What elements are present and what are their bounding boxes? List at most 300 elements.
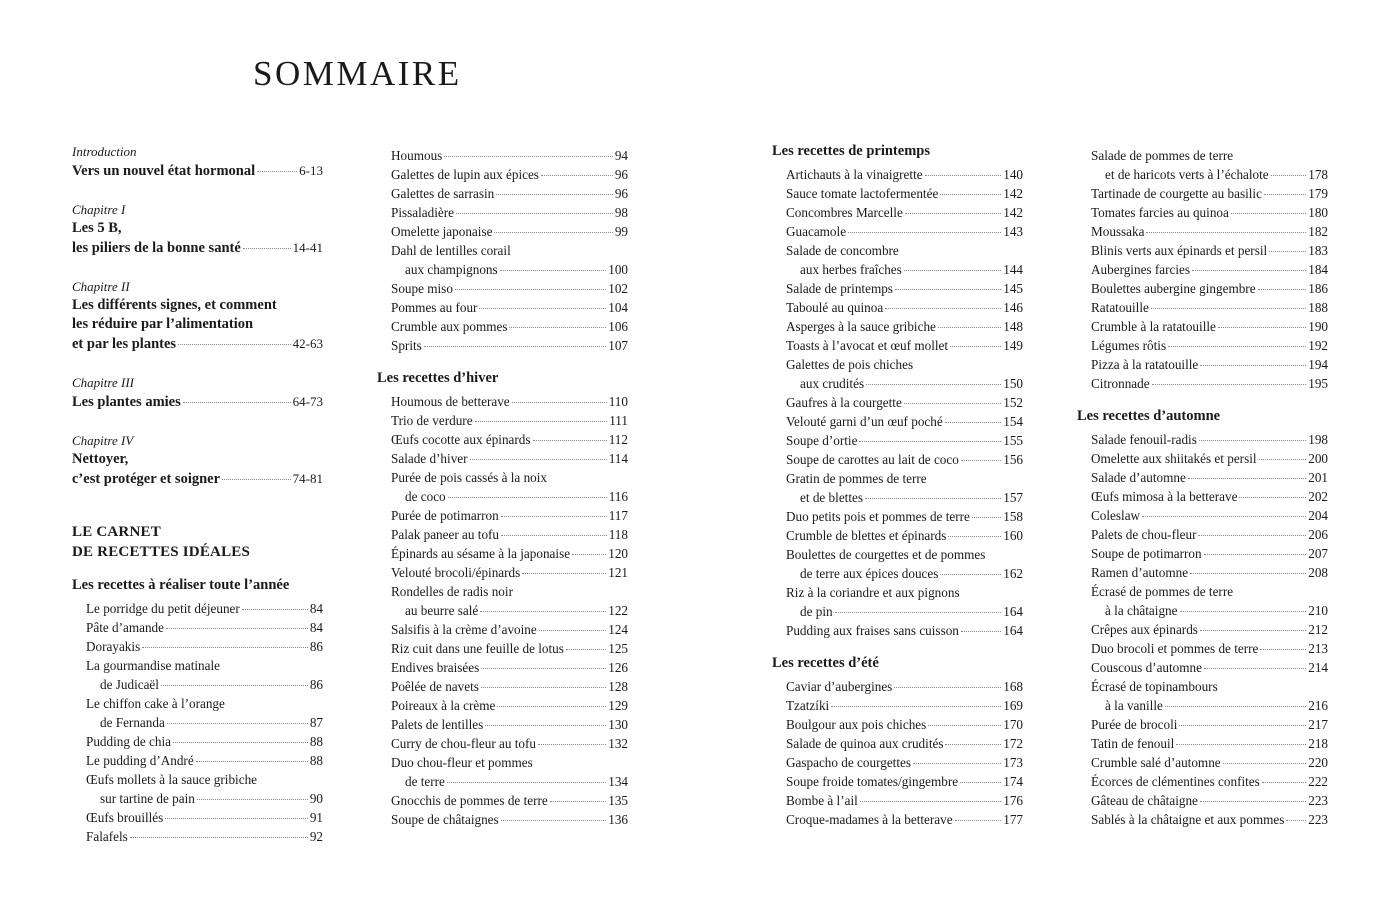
toc-entry[interactable] bbox=[772, 677, 1023, 696]
toc-entry[interactable] bbox=[1077, 355, 1328, 374]
entry-label: Houmous bbox=[391, 148, 443, 163]
entry-row[interactable] bbox=[786, 772, 1023, 791]
toc-entry[interactable] bbox=[1077, 658, 1328, 677]
toc-entry[interactable] bbox=[377, 165, 628, 184]
toc-entry[interactable] bbox=[1077, 715, 1328, 734]
entry-row[interactable] bbox=[1091, 601, 1328, 620]
entry-row[interactable] bbox=[86, 599, 323, 618]
entry-label: Citronnade bbox=[1091, 376, 1150, 391]
leader-dots bbox=[142, 647, 308, 648]
toc-entry[interactable] bbox=[377, 677, 628, 696]
page-number: 107 bbox=[608, 338, 628, 353]
entry-row[interactable] bbox=[786, 677, 1023, 696]
toc-entry[interactable] bbox=[377, 411, 628, 430]
page-number: 178 bbox=[1308, 167, 1328, 182]
entry-label: Sprits bbox=[391, 338, 422, 353]
toc-entry[interactable] bbox=[1077, 317, 1328, 336]
page-number: 84 bbox=[309, 601, 323, 616]
page-number: 188 bbox=[1308, 300, 1328, 315]
page-number: 157 bbox=[1003, 490, 1023, 505]
page-number: 102 bbox=[608, 281, 628, 296]
entry-label: Poireaux à la crème bbox=[391, 698, 496, 713]
leader-dots bbox=[539, 630, 606, 631]
entry-label: Velouté garni d’un œuf poché bbox=[786, 414, 943, 429]
page-number: 117 bbox=[608, 508, 628, 523]
toc-entry[interactable] bbox=[772, 696, 1023, 715]
toc-entry[interactable] bbox=[1077, 449, 1328, 468]
toc-entry[interactable] bbox=[1077, 203, 1328, 222]
page-number: 155 bbox=[1003, 433, 1023, 448]
page-number: 160 bbox=[1003, 528, 1023, 543]
toc-entry[interactable] bbox=[772, 545, 1023, 583]
toc-entry[interactable] bbox=[377, 753, 628, 791]
entry-row[interactable] bbox=[1091, 620, 1328, 639]
entry-row[interactable] bbox=[391, 317, 628, 336]
entry-row[interactable] bbox=[1091, 355, 1328, 374]
entry-row[interactable] bbox=[1091, 430, 1328, 449]
entry-row[interactable] bbox=[786, 810, 1023, 829]
entry-row[interactable] bbox=[786, 431, 1023, 450]
toc-entry[interactable] bbox=[772, 621, 1023, 640]
leader-dots bbox=[1146, 232, 1306, 233]
entry-row[interactable] bbox=[391, 184, 628, 203]
entry-row[interactable] bbox=[1091, 696, 1328, 715]
toc-entry[interactable] bbox=[772, 412, 1023, 431]
toc-entry[interactable] bbox=[72, 808, 323, 827]
toc-entry[interactable] bbox=[377, 222, 628, 241]
page-number: 182 bbox=[1308, 224, 1328, 239]
leader-dots bbox=[481, 668, 606, 669]
toc-entry[interactable] bbox=[1077, 279, 1328, 298]
toc-entry[interactable] bbox=[772, 734, 1023, 753]
toc-entry[interactable] bbox=[377, 544, 628, 563]
leader-dots bbox=[572, 554, 606, 555]
entry-row[interactable] bbox=[1091, 658, 1328, 677]
leader-dots bbox=[1152, 384, 1307, 385]
entry-row[interactable] bbox=[391, 791, 628, 810]
toc-column-2 bbox=[377, 146, 628, 843]
entry-row[interactable] bbox=[391, 392, 628, 411]
page-number: 106 bbox=[608, 319, 628, 334]
entry-row[interactable] bbox=[1091, 449, 1328, 468]
entry-label: sur tartine de pain bbox=[100, 791, 195, 806]
entry-label: Duo brocoli et pommes de terre bbox=[1091, 641, 1259, 656]
entry-label: Gaspacho de courgettes bbox=[786, 755, 911, 770]
entry-label: de Fernanda bbox=[100, 715, 165, 730]
entry-row[interactable] bbox=[1091, 791, 1328, 810]
entry-label: Gnocchis de pommes de terre bbox=[391, 793, 548, 808]
toc-entry[interactable] bbox=[1077, 563, 1328, 582]
toc-entry[interactable] bbox=[1077, 544, 1328, 563]
leader-dots bbox=[1200, 365, 1306, 366]
page-number: 100 bbox=[608, 262, 628, 277]
leader-dots bbox=[1165, 706, 1306, 707]
leader-dots bbox=[835, 612, 1002, 613]
entry-row[interactable] bbox=[1091, 506, 1328, 525]
toc-entry[interactable] bbox=[772, 203, 1023, 222]
entry-row[interactable] bbox=[1091, 279, 1328, 298]
entry-label: de terre aux épices douces bbox=[800, 566, 939, 581]
toc-entry[interactable] bbox=[72, 694, 323, 732]
toc-entry[interactable] bbox=[1077, 260, 1328, 279]
entry-label: et de blettes bbox=[800, 490, 863, 505]
entry-label: Omelette aux shiitakés et persil bbox=[1091, 451, 1257, 466]
page-number: 84 bbox=[309, 620, 323, 635]
toc-entry[interactable] bbox=[772, 583, 1023, 621]
page-number: 164 bbox=[1003, 604, 1023, 619]
entry-row[interactable] bbox=[391, 525, 628, 544]
toc-entry[interactable] bbox=[72, 770, 323, 808]
toc-entry[interactable] bbox=[1077, 146, 1328, 184]
entry-row[interactable] bbox=[1091, 298, 1328, 317]
entry-first-line: Duo chou-fleur et pommes bbox=[391, 755, 533, 770]
entry-label: Boulgour aux pois chiches bbox=[786, 717, 927, 732]
entry-label: de terre bbox=[405, 774, 445, 789]
entry-row[interactable] bbox=[391, 810, 628, 829]
entry-label: et de haricots verts à l’échalote bbox=[1105, 167, 1269, 182]
entry-row[interactable] bbox=[786, 621, 1023, 640]
entry-row[interactable] bbox=[1091, 810, 1328, 829]
toc-entry[interactable] bbox=[377, 317, 628, 336]
chapter-title-row[interactable] bbox=[72, 161, 323, 181]
entry-row[interactable] bbox=[786, 715, 1023, 734]
leader-dots bbox=[447, 782, 606, 783]
leader-dots bbox=[1179, 725, 1306, 726]
toc-entry[interactable] bbox=[772, 507, 1023, 526]
entry-row[interactable] bbox=[391, 506, 628, 525]
entry-row[interactable] bbox=[786, 203, 1023, 222]
entry-row[interactable] bbox=[391, 203, 628, 222]
page-number: 88 bbox=[309, 734, 323, 749]
toc-entry[interactable] bbox=[1077, 639, 1328, 658]
toc-entry[interactable] bbox=[1077, 184, 1328, 203]
toc-entry[interactable] bbox=[72, 656, 323, 694]
entry-row[interactable] bbox=[1091, 639, 1328, 658]
toc-entry[interactable] bbox=[1077, 241, 1328, 260]
toc-entry[interactable] bbox=[1077, 620, 1328, 639]
chapter-title-row[interactable] bbox=[72, 392, 323, 412]
entry-row[interactable] bbox=[786, 696, 1023, 715]
toc-entry[interactable] bbox=[1077, 468, 1328, 487]
entry-label: Poêlée de navets bbox=[391, 679, 479, 694]
page-number: 156 bbox=[1003, 452, 1023, 467]
toc-entry[interactable] bbox=[377, 336, 628, 355]
entry-row[interactable] bbox=[391, 563, 628, 582]
page-number: 118 bbox=[608, 527, 628, 542]
entry-row[interactable] bbox=[391, 544, 628, 563]
toc-entry[interactable] bbox=[1077, 772, 1328, 791]
entry-row[interactable] bbox=[86, 751, 323, 770]
toc-entry[interactable] bbox=[1077, 374, 1328, 393]
entry-row[interactable] bbox=[391, 298, 628, 317]
entry-row[interactable] bbox=[1091, 165, 1328, 184]
toc-entry[interactable] bbox=[377, 810, 628, 829]
toc-entry[interactable] bbox=[1077, 222, 1328, 241]
chapter-entry[interactable] bbox=[72, 432, 323, 489]
toc-entry[interactable] bbox=[377, 734, 628, 753]
entry-row[interactable] bbox=[391, 658, 628, 677]
entry-row[interactable] bbox=[786, 298, 1023, 317]
entry-row[interactable] bbox=[1091, 753, 1328, 772]
page-number: 210 bbox=[1308, 603, 1328, 618]
entry-row[interactable] bbox=[786, 260, 1023, 279]
entry-row[interactable] bbox=[786, 374, 1023, 393]
entry-row[interactable] bbox=[391, 734, 628, 753]
entry-row[interactable] bbox=[1091, 715, 1328, 734]
entry-row[interactable] bbox=[1091, 260, 1328, 279]
entry-label: Coleslaw bbox=[1091, 508, 1141, 523]
page-number: 149 bbox=[1003, 338, 1023, 353]
entry-row[interactable] bbox=[391, 677, 628, 696]
toc-entry[interactable] bbox=[1077, 791, 1328, 810]
chapter-title-row[interactable] bbox=[72, 469, 323, 489]
toc-entry[interactable] bbox=[377, 392, 628, 411]
entry-row[interactable] bbox=[391, 715, 628, 734]
toc-entry[interactable] bbox=[772, 279, 1023, 298]
leader-dots bbox=[1259, 459, 1307, 460]
toc-entry[interactable] bbox=[377, 241, 628, 279]
leader-dots bbox=[455, 289, 606, 290]
entry-row[interactable] bbox=[391, 487, 628, 506]
toc-entry[interactable] bbox=[772, 791, 1023, 810]
page-number: 142 bbox=[1003, 205, 1023, 220]
toc-entry[interactable] bbox=[772, 753, 1023, 772]
entry-row[interactable] bbox=[391, 146, 628, 165]
toc-entry[interactable] bbox=[772, 393, 1023, 412]
toc-entry[interactable] bbox=[1077, 430, 1328, 449]
chapter-title-row[interactable] bbox=[72, 238, 323, 258]
toc-entry[interactable] bbox=[772, 469, 1023, 507]
toc-entry[interactable] bbox=[772, 431, 1023, 450]
toc-entry[interactable] bbox=[377, 791, 628, 810]
entry-label: de pin bbox=[800, 604, 833, 619]
toc-entry[interactable] bbox=[377, 582, 628, 620]
entry-row[interactable] bbox=[786, 222, 1023, 241]
entry-row[interactable] bbox=[786, 488, 1023, 507]
entry-label: Soupe de potimarron bbox=[1091, 546, 1202, 561]
toc-entry[interactable] bbox=[1077, 734, 1328, 753]
toc-entry[interactable] bbox=[772, 526, 1023, 545]
chapter-title-row[interactable] bbox=[72, 334, 323, 354]
toc-entry[interactable] bbox=[377, 715, 628, 734]
entry-row[interactable] bbox=[1091, 772, 1328, 791]
entry-row[interactable] bbox=[391, 449, 628, 468]
toc-entry[interactable] bbox=[377, 449, 628, 468]
leader-dots bbox=[913, 763, 1001, 764]
entry-row[interactable] bbox=[1091, 734, 1328, 753]
page-number: 192 bbox=[1308, 338, 1328, 353]
toc-entry[interactable] bbox=[377, 146, 628, 165]
toc-entry[interactable] bbox=[1077, 336, 1328, 355]
page-number: 114 bbox=[608, 451, 628, 466]
entry-row[interactable] bbox=[1091, 317, 1328, 336]
entry-row[interactable] bbox=[86, 637, 323, 656]
entry-row[interactable] bbox=[786, 165, 1023, 184]
page-number: 87 bbox=[309, 715, 323, 730]
toc-entry[interactable] bbox=[1077, 753, 1328, 772]
entry-row[interactable] bbox=[391, 165, 628, 184]
entry-row[interactable] bbox=[1091, 184, 1328, 203]
toc-entry[interactable] bbox=[772, 317, 1023, 336]
leader-dots bbox=[938, 327, 1001, 328]
entry-row[interactable] bbox=[86, 675, 323, 694]
toc-entry[interactable] bbox=[377, 658, 628, 677]
toc-entry[interactable] bbox=[1077, 677, 1328, 715]
entry-row[interactable] bbox=[1091, 336, 1328, 355]
toc-entry[interactable] bbox=[377, 639, 628, 658]
leader-dots bbox=[904, 403, 1001, 404]
entry-row[interactable] bbox=[86, 713, 323, 732]
toc-entry[interactable] bbox=[1077, 506, 1328, 525]
entry-label: Galettes de lupin aux épices bbox=[391, 167, 539, 182]
toc-entry[interactable] bbox=[377, 525, 628, 544]
entry-row[interactable] bbox=[86, 827, 323, 846]
entry-label: Salade fenouil-radis bbox=[1091, 432, 1197, 447]
entry-row[interactable] bbox=[391, 222, 628, 241]
entry-row[interactable] bbox=[1091, 203, 1328, 222]
leader-dots bbox=[885, 308, 1001, 309]
entry-row[interactable] bbox=[1091, 525, 1328, 544]
leader-dots bbox=[1269, 251, 1306, 252]
entry-row[interactable] bbox=[391, 411, 628, 430]
entry-label: au beurre salé bbox=[405, 603, 479, 618]
entry-label: Salade d’hiver bbox=[391, 451, 468, 466]
entry-row[interactable] bbox=[786, 526, 1023, 545]
toc-entry[interactable] bbox=[772, 222, 1023, 241]
leader-dots bbox=[1168, 346, 1306, 347]
entry-row[interactable] bbox=[786, 393, 1023, 412]
entry-row[interactable] bbox=[786, 791, 1023, 810]
chapter-entry[interactable] bbox=[72, 374, 323, 412]
toc-entry[interactable] bbox=[1077, 810, 1328, 829]
toc-entry[interactable] bbox=[1077, 487, 1328, 506]
entry-row[interactable] bbox=[391, 260, 628, 279]
entry-label: Artichauts à la vinaigrette bbox=[786, 167, 923, 182]
section-title: Les recettes d’été bbox=[772, 655, 879, 671]
entry-row[interactable] bbox=[391, 336, 628, 355]
toc-entry[interactable] bbox=[772, 355, 1023, 393]
toc-entry[interactable] bbox=[72, 827, 323, 846]
toc-entry[interactable] bbox=[377, 696, 628, 715]
entry-label: Duo petits pois et pommes de terre bbox=[786, 509, 970, 524]
entry-row[interactable] bbox=[391, 639, 628, 658]
chapter-entry[interactable] bbox=[72, 278, 323, 354]
toc-entry[interactable] bbox=[377, 298, 628, 317]
entry-row[interactable] bbox=[1091, 374, 1328, 393]
entry-row[interactable] bbox=[86, 808, 323, 827]
toc-section bbox=[72, 576, 323, 846]
page-number: 90 bbox=[309, 791, 323, 806]
part-heading-line: LE CARNET bbox=[72, 524, 161, 540]
toc-entry[interactable] bbox=[1077, 298, 1328, 317]
entry-label: Salade de printemps bbox=[786, 281, 893, 296]
toc-entry[interactable] bbox=[1077, 525, 1328, 544]
toc-entry[interactable] bbox=[772, 810, 1023, 829]
leader-dots bbox=[945, 422, 1001, 423]
toc-entry[interactable] bbox=[377, 279, 628, 298]
entry-row[interactable] bbox=[391, 620, 628, 639]
toc-entry[interactable] bbox=[377, 184, 628, 203]
toc-entry[interactable] bbox=[72, 599, 323, 618]
entry-row[interactable] bbox=[86, 732, 323, 751]
toc-entry[interactable] bbox=[772, 165, 1023, 184]
entry-row[interactable] bbox=[786, 317, 1023, 336]
entry-label: Sauce tomate lactofermentée bbox=[786, 186, 939, 201]
entry-row[interactable] bbox=[786, 412, 1023, 431]
entry-row[interactable] bbox=[786, 336, 1023, 355]
entry-row[interactable] bbox=[391, 696, 628, 715]
toc-entry[interactable] bbox=[72, 751, 323, 770]
entry-row[interactable] bbox=[786, 279, 1023, 298]
toc-entry[interactable] bbox=[377, 563, 628, 582]
chapter-entry[interactable] bbox=[72, 201, 323, 258]
entry-label: Bombe à l’ail bbox=[786, 793, 858, 808]
toc-entry[interactable] bbox=[72, 618, 323, 637]
chapter-kicker: Chapitre II bbox=[72, 279, 130, 294]
entry-row[interactable] bbox=[1091, 563, 1328, 582]
entry-row[interactable] bbox=[786, 734, 1023, 753]
entry-row[interactable] bbox=[1091, 468, 1328, 487]
chapter-entry[interactable] bbox=[72, 143, 323, 181]
leader-dots bbox=[1188, 478, 1306, 479]
toc-entry[interactable] bbox=[1077, 582, 1328, 620]
entry-row[interactable] bbox=[391, 772, 628, 791]
leader-dots bbox=[865, 498, 1001, 499]
entry-row[interactable] bbox=[786, 450, 1023, 469]
toc-entry[interactable] bbox=[377, 506, 628, 525]
toc-entry[interactable] bbox=[377, 430, 628, 449]
entry-row[interactable] bbox=[1091, 222, 1328, 241]
leader-dots bbox=[1142, 516, 1306, 517]
entry-row[interactable] bbox=[391, 601, 628, 620]
entry-row[interactable] bbox=[1091, 544, 1328, 563]
toc-entry[interactable] bbox=[772, 298, 1023, 317]
leader-dots bbox=[1239, 497, 1306, 498]
entry-first-line: Dahl de lentilles corail bbox=[391, 243, 511, 258]
toc-entry[interactable] bbox=[772, 772, 1023, 791]
chapter-kicker: Chapitre III bbox=[72, 375, 134, 390]
toc-entry[interactable] bbox=[377, 620, 628, 639]
toc-entry[interactable] bbox=[772, 715, 1023, 734]
toc-entry[interactable] bbox=[772, 241, 1023, 279]
entry-row[interactable] bbox=[86, 618, 323, 637]
toc-entry[interactable] bbox=[772, 336, 1023, 355]
page-number: 64-73 bbox=[292, 394, 323, 409]
page-number: 88 bbox=[309, 753, 323, 768]
entry-row[interactable] bbox=[1091, 241, 1328, 260]
leader-dots bbox=[496, 194, 613, 195]
toc-entry[interactable] bbox=[72, 637, 323, 656]
toc-entry[interactable] bbox=[377, 203, 628, 222]
entry-label: Légumes rôtis bbox=[1091, 338, 1167, 353]
toc-entry[interactable] bbox=[377, 468, 628, 506]
entry-row[interactable] bbox=[786, 507, 1023, 526]
leader-dots bbox=[1200, 801, 1306, 802]
entry-row[interactable] bbox=[1091, 487, 1328, 506]
page-number: 42-63 bbox=[292, 336, 323, 351]
toc-entry[interactable] bbox=[772, 184, 1023, 203]
entry-row[interactable] bbox=[86, 789, 323, 808]
entry-row[interactable] bbox=[391, 279, 628, 298]
entry-row[interactable] bbox=[786, 602, 1023, 621]
entry-row[interactable] bbox=[786, 564, 1023, 583]
toc-entry[interactable] bbox=[72, 732, 323, 751]
toc-entry[interactable] bbox=[772, 450, 1023, 469]
page-number: 130 bbox=[608, 717, 628, 732]
entry-row[interactable] bbox=[786, 184, 1023, 203]
entry-row[interactable] bbox=[786, 753, 1023, 772]
entry-row[interactable] bbox=[391, 430, 628, 449]
